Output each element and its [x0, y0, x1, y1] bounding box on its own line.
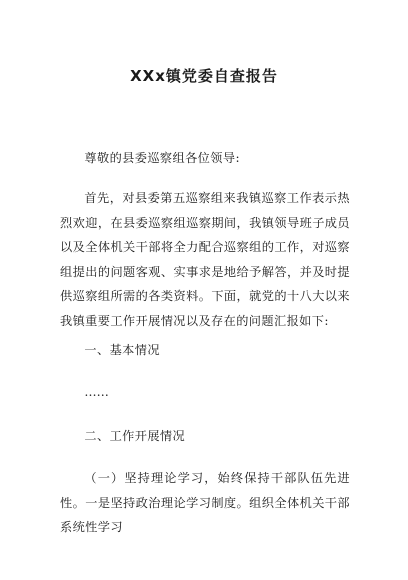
intro-paragraph: 首先，对县委第五巡察组来我镇巡察工作表示热烈欢迎，在县委巡察组巡察期间，我镇领导班子成员以及全体机关干部将全力配合巡察组的工作，对巡察组提出的问题客观、实事求是地给予解答，并及时提供巡察组所需的各类资料。下面，就党的十八大以来我镇重要工作开展情况以及存在的问题汇报如下: — [60, 191, 350, 328]
section-heading-work-progress: 二、工作开展情况 — [84, 429, 186, 443]
section-placeholder-ellipsis: …… — [84, 385, 109, 399]
document-title: XXx镇党委自查报告 — [130, 67, 278, 85]
salutation: 尊敬的县委巡察组各位领导: — [84, 151, 240, 165]
section-heading-basic-info: 一、基本情况 — [84, 343, 160, 357]
work-progress-paragraph: （一）坚持理论学习，始终保持干部队伍先进性。一是坚持政治理论学习制度。组织全体机关干部系统性学习 — [60, 471, 350, 535]
